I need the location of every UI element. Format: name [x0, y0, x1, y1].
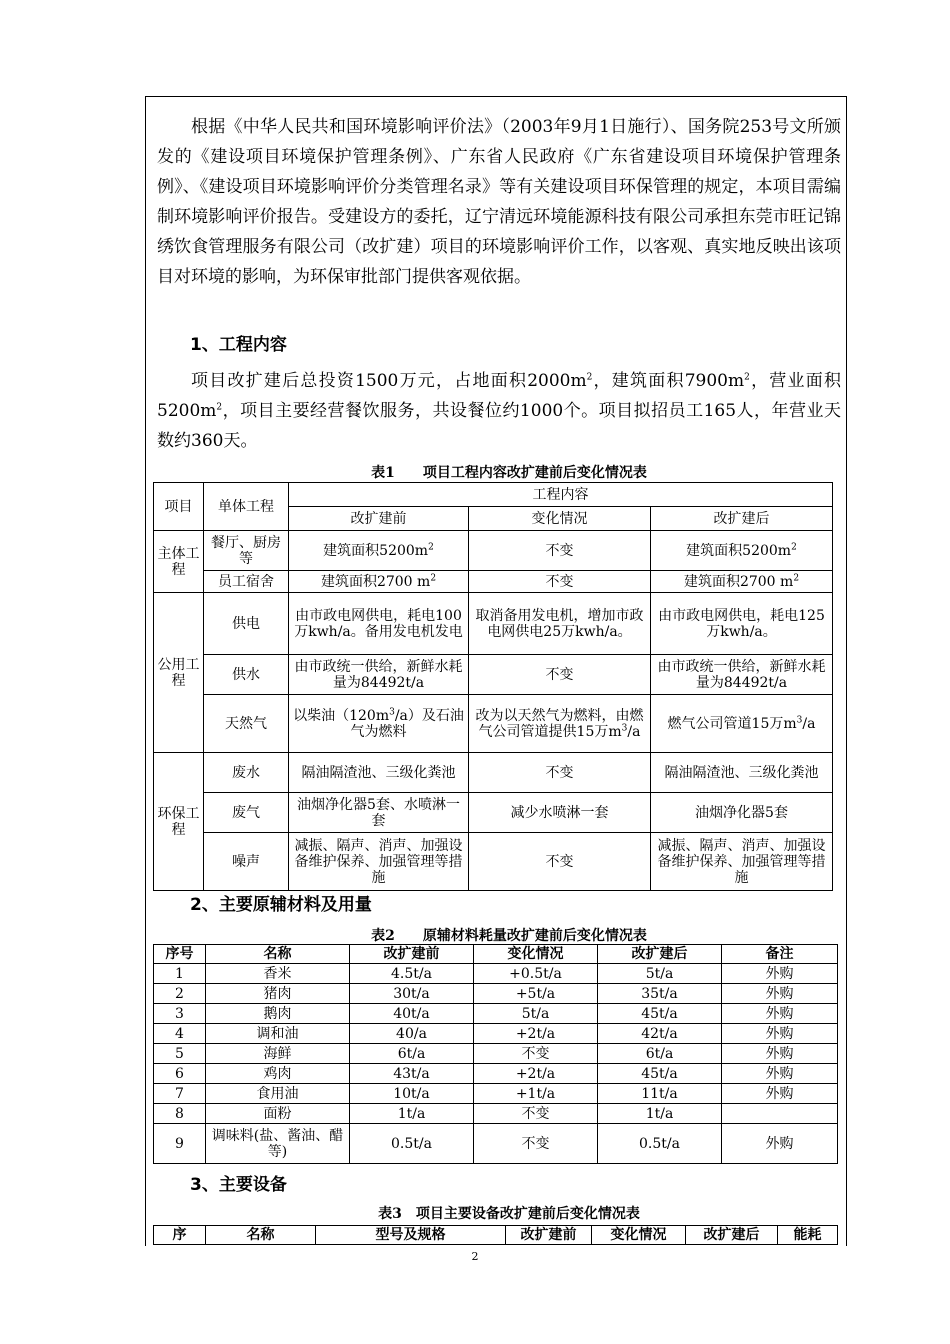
section3-heading: 3、主要设备: [190, 1175, 287, 1195]
table2-cell: 6t/a: [350, 1044, 474, 1064]
table2-cell: 不变: [474, 1044, 598, 1064]
table2-cell: +2t/a: [474, 1024, 598, 1044]
table1-cell: 减振、隔声、消声、加强设备维护保养、加强管理等措施: [289, 833, 469, 891]
table2-header-after: 改扩建后: [598, 945, 722, 964]
table2-cell: 8: [154, 1104, 206, 1124]
table1-cell: 油烟净化器5套、水喷淋一套: [289, 793, 469, 833]
table1-unit: 天然气: [204, 695, 289, 753]
table2-cell: 4: [154, 1024, 206, 1044]
table1-cell: 燃气公司管道15万$m^3/a$: [651, 695, 833, 753]
table2-cell: 42t/a: [598, 1024, 722, 1044]
table1-header-after: 改扩建后: [651, 507, 833, 531]
table2-cell: 35t/a: [598, 984, 722, 1004]
table2-cell: 不变: [474, 1124, 598, 1164]
table3-header-before: 改扩建前: [506, 1226, 592, 1245]
table1-group-env: 环保工程: [154, 753, 204, 891]
table1-cell: 由市政电网供电，耗电100万kwh/a。备用发电机发电: [289, 593, 469, 655]
table2-header-before: 改扩建前: [350, 945, 474, 964]
table2-cell: 0.5t/a: [350, 1124, 474, 1164]
table2-cell: 食用油: [206, 1084, 350, 1104]
table2-cell: 7: [154, 1084, 206, 1104]
table1-cell: 建筑面积2700 $m^2$: [651, 571, 833, 593]
table2-body: [154, 964, 838, 1164]
table1-group-main: 主体工程: [154, 531, 204, 593]
table3-header-after: 改扩建后: [686, 1226, 778, 1245]
table1-cell: 不变: [469, 753, 651, 793]
table2-header-index: 序号: [154, 945, 206, 964]
table-row: [154, 1084, 838, 1104]
table2-cell: 外购: [722, 964, 838, 984]
table1-cell: 不变: [469, 571, 651, 593]
table1-cell: 由市政统一供给，新鲜水耗量为84492t/a: [289, 655, 469, 695]
table2-cell: 6: [154, 1064, 206, 1084]
table2-cell: 调味料(盐、酱油、醋等): [206, 1124, 350, 1164]
table2-cell: 调和油: [206, 1024, 350, 1044]
table2-cell: 3: [154, 1004, 206, 1024]
table1-cell: 建筑面积$5200m^2$: [289, 531, 469, 571]
table2-cell: [722, 1104, 838, 1124]
table-row: [154, 1044, 838, 1064]
table1-unit: 噪声: [204, 833, 289, 891]
table2-header-note: 备注: [722, 945, 838, 964]
table2-cell: 0.5t/a: [598, 1124, 722, 1164]
table1-header-unit: 单体工程: [204, 483, 289, 531]
table1-cell: 建筑面积$5200m^2$: [651, 531, 833, 571]
table2-cell: 30t/a: [350, 984, 474, 1004]
table2-cell: 外购: [722, 984, 838, 1004]
page-number: 2: [471, 1250, 479, 1263]
table2-cell: 海鲜: [206, 1044, 350, 1064]
table2-cell: +5t/a: [474, 984, 598, 1004]
table-row: [154, 964, 838, 984]
table1-group-utility: 公用工程: [154, 593, 204, 753]
table2-cell: +1t/a: [474, 1084, 598, 1104]
table1-cell: 减振、隔声、消声、加强设备维护保养、加强管理等措施: [651, 833, 833, 891]
table2-cell: 外购: [722, 1124, 838, 1164]
table-row: [154, 1004, 838, 1024]
table2-cell: 2: [154, 984, 206, 1004]
table1-cell: 以柴油$(120m^3/a)$及石油气为燃料: [289, 695, 469, 753]
table2-cell: +2t/a: [474, 1064, 598, 1084]
table1-cell: 不变: [469, 531, 651, 571]
table2-cell: 香米: [206, 964, 350, 984]
table2-cell: 外购: [722, 1044, 838, 1064]
table2-cell: 6t/a: [598, 1044, 722, 1064]
table1-cell: 减少水喷淋一套: [469, 793, 651, 833]
table2-cell: 11t/a: [598, 1084, 722, 1104]
table1: [153, 482, 833, 891]
section2-heading: 2、主要原辅材料及用量: [190, 895, 372, 915]
section1-heading: 1、工程内容: [190, 335, 287, 355]
table2-cell: 5t/a: [598, 964, 722, 984]
table2-cell: 4.5t/a: [350, 964, 474, 984]
table2-cell: 1t/a: [350, 1104, 474, 1124]
table-row: [154, 1024, 838, 1044]
table3-header-energy: 能耗: [778, 1226, 838, 1245]
table2-cell: 1t/a: [598, 1104, 722, 1124]
table1-unit: 废水: [204, 753, 289, 793]
table-row: [154, 1064, 838, 1084]
table1-cell: 建筑面积2700 $m^2$: [289, 571, 469, 593]
table3: [153, 1225, 838, 1245]
table1-header-before: 改扩建前: [289, 507, 469, 531]
table2: [153, 944, 838, 1164]
table2-cell: 外购: [722, 1024, 838, 1044]
table1-cell: 由市政电网供电，耗电125万kwh/a。: [651, 593, 833, 655]
table2-header-change: 变化情况: [474, 945, 598, 964]
table3-header-index: 序: [154, 1226, 206, 1245]
table2-cell: 面粉: [206, 1104, 350, 1124]
table1-header-change: 变化情况: [469, 507, 651, 531]
table2-cell: 外购: [722, 1084, 838, 1104]
table2-cell: 鹅肉: [206, 1004, 350, 1024]
table2-cell: 40/a: [350, 1024, 474, 1044]
table1-cell: 由市政统一供给，新鲜水耗量为84492t/a: [651, 655, 833, 695]
table2-cell: 5: [154, 1044, 206, 1064]
table1-header-content: 工程内容: [289, 483, 833, 507]
table3-header-model: 型号及规格: [316, 1226, 506, 1245]
table2-cell: 鸡肉: [206, 1064, 350, 1084]
table3-header-name: 名称: [206, 1226, 316, 1245]
table2-cell: 40t/a: [350, 1004, 474, 1024]
table1-unit: 餐厅、厨房等: [204, 531, 289, 571]
table-row: [154, 984, 838, 1004]
table1-header-project: 项目: [154, 483, 204, 531]
table2-cell: 45t/a: [598, 1064, 722, 1084]
table1-unit: 员工宿舍: [204, 571, 289, 593]
table2-cell: 1: [154, 964, 206, 984]
table-row: [154, 1104, 838, 1124]
table2-cell: +0.5t/a: [474, 964, 598, 984]
table1-unit: 供水: [204, 655, 289, 695]
table2-cell: 不变: [474, 1104, 598, 1124]
table2-cell: 43t/a: [350, 1064, 474, 1084]
table2-cell: 10t/a: [350, 1084, 474, 1104]
table2-cell: 45t/a: [598, 1004, 722, 1024]
table1-cell: 取消备用发电机，增加市政电网供电25万kwh/a。: [469, 593, 651, 655]
table3-caption: 表3 项目主要设备改扩建前后变化情况表: [378, 1206, 640, 1222]
table1-caption: 表1 项目工程内容改扩建前后变化情况表: [371, 465, 647, 481]
table1-cell: 改为以天然气为燃料，由燃气公司管道提供15万$m^3/a$: [469, 695, 651, 753]
table2-cell: 外购: [722, 1004, 838, 1024]
table1-cell: 不变: [469, 655, 651, 695]
table2-cell: 外购: [722, 1064, 838, 1084]
table-row: [154, 1124, 838, 1164]
table1-unit: 供电: [204, 593, 289, 655]
table2-cell: 9: [154, 1124, 206, 1164]
table1-cell: 不变: [469, 833, 651, 891]
table1-cell: 隔油隔渣池、三级化粪池: [289, 753, 469, 793]
table1-unit: 废气: [204, 793, 289, 833]
table2-caption: 表2 原辅材料耗量改扩建前后变化情况表: [371, 928, 647, 944]
intro-paragraph: 根据《中华人民共和国环境影响评价法》（2003年9月1日施行）、国务院253号文所颁发的《建设项目环境保护管理条例》、广东省人民政府《广东省建设项目环境保护管理条例》、《建设项目环境影响评价分类管理名录》等有关建设项目环保管理的规定，本项目需编制环境影响评价报告。受建设方的委托，辽宁清远环境能源科技有限公司承担东莞市旺记锦绣饮食管理服务有限公司（改扩建）项目的环境影响评价工作，以客观、真实地反映出该项目对环境的影响，为环保审批部门提供客观依据。: [157, 117, 841, 287]
table1-cell: 油烟净化器5套: [651, 793, 833, 833]
section1-paragraph: 项目改扩建后总投资1500万元，占地面积$2000m^2$，建筑面积$7900m^2$，营业面积$5200m^2$，项目主要经营餐饮服务，共设餐位约1000个。项目拟招员工165人，年营业天数约360天。: [157, 371, 842, 451]
table2-cell: 猪肉: [206, 984, 350, 1004]
table1-cell: 隔油隔渣池、三级化粪池: [651, 753, 833, 793]
table2-cell: 5t/a: [474, 1004, 598, 1024]
table2-header-name: 名称: [206, 945, 350, 964]
table3-header-change: 变化情况: [592, 1226, 686, 1245]
